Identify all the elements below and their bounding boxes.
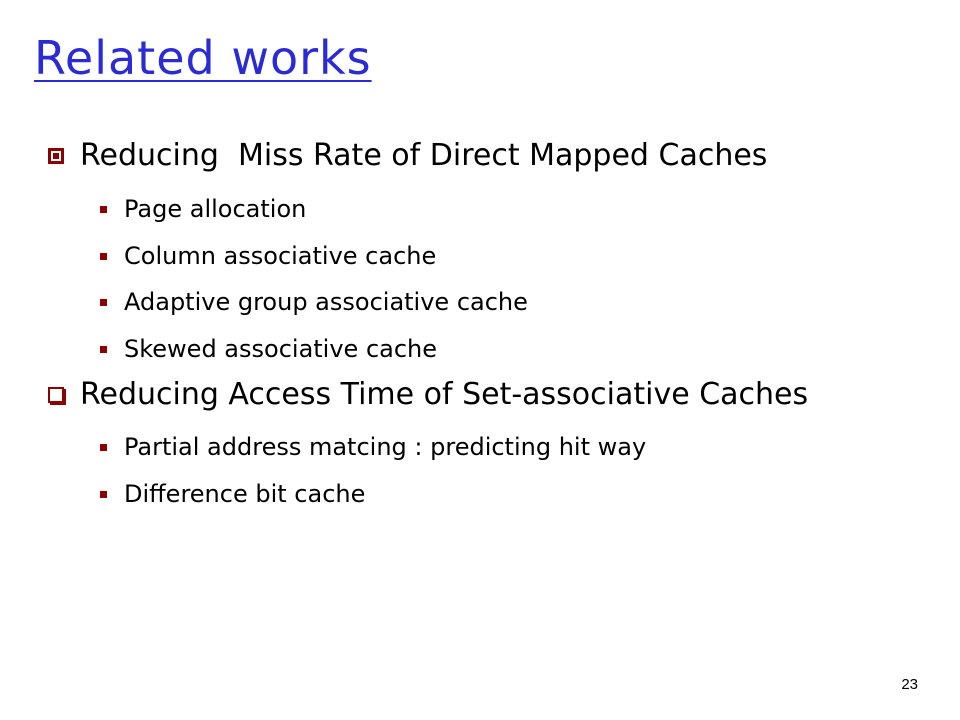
small-square-bullet-icon [100, 444, 107, 451]
section-1-heading [48, 136, 767, 176]
section-2-heading [48, 375, 808, 415]
list-item-label: Adaptive group associative cache [124, 288, 528, 316]
list-item-label: Partial address matcing : predicting hit way [124, 433, 647, 461]
hollow-square-bullet-icon [48, 387, 64, 403]
small-square-bullet-icon [100, 346, 107, 353]
small-square-bullet-icon [100, 206, 107, 213]
small-square-bullet-icon [100, 299, 107, 306]
list-item [100, 287, 528, 317]
list-item-label: Column associative cache [124, 242, 437, 270]
list-item-label: Difference bit cache [124, 480, 366, 508]
section-2-label: Reducing Access Time of Set-associative Caches [80, 377, 809, 412]
square-bullet-icon [48, 148, 64, 164]
list-item [100, 241, 436, 271]
small-square-bullet-icon [100, 253, 107, 260]
section-1-label: Reducing Miss Rate of Direct Mapped Caches [80, 138, 768, 173]
list-item-label: Skewed associative cache [124, 335, 438, 363]
list-item [100, 194, 306, 224]
list-item-label: Page allocation [124, 195, 307, 223]
list-item [100, 334, 437, 364]
list-item [100, 432, 646, 462]
slide-title: Related works [34, 31, 372, 85]
list-item [100, 479, 365, 509]
page-number: 23 [901, 676, 918, 693]
small-square-bullet-icon [100, 491, 107, 498]
